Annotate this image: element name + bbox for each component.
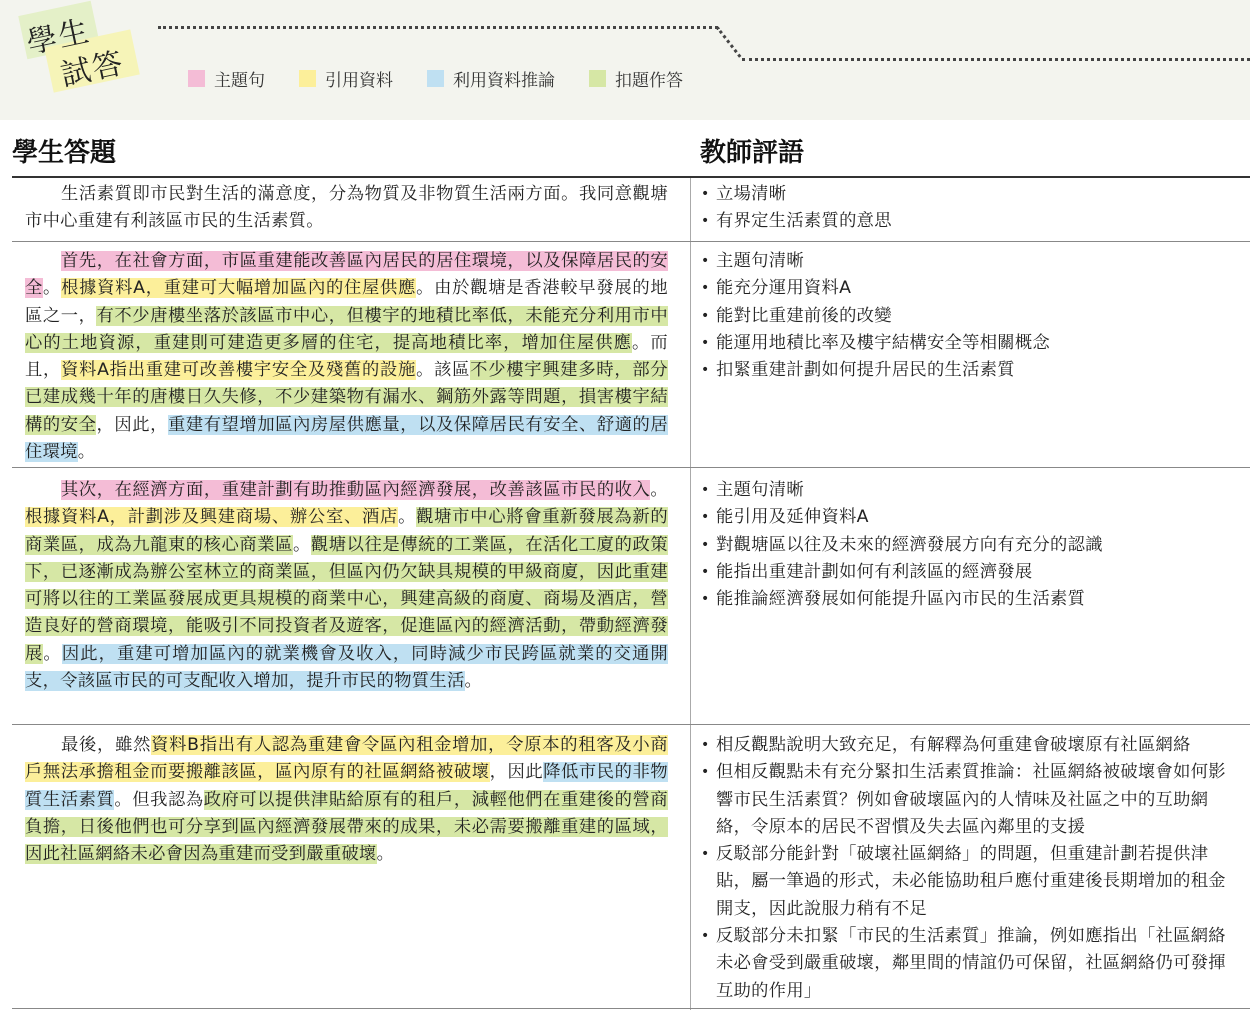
answer-text: 。由於觀塘是香港較早發展的地區之一，	[25, 278, 668, 326]
answer-text: 。	[398, 507, 417, 528]
legend-swatch	[427, 70, 444, 87]
teacher-comment: • 但相反觀點未有充分緊扣生活素質推論：社區網絡被破壞會如何影響市民生活素質？例如會破壞區內的人情味及社區之中的互助網絡，令原本的居民不習慣及失去區內鄰里的支援	[700, 759, 1235, 841]
highlight-green: 觀塘市中心將會重新發展為新的商業區，成為九龍東的核心商業區	[25, 507, 668, 555]
teacher-comment: • 能引用及延伸資料A	[700, 504, 1235, 531]
student-attempt-badge	[18, 6, 138, 94]
teacher-comment-heading: 教師評語	[700, 138, 805, 168]
student-paragraph	[25, 732, 668, 868]
highlight-blue: 因此，重建可增加區內的就業機會及收入，同時減少市民跨區就業的交通開支，令該區市民的可支配收入增加，提升市民的物質生活	[25, 643, 668, 692]
student-answer-heading: 學生答題	[12, 138, 117, 168]
answer-text: 。	[43, 643, 62, 664]
legend-label: 扣題作答	[615, 71, 683, 91]
legend-swatch	[299, 70, 316, 87]
highlight-pink: 首先，在社會方面，市區重建能改善區內居民的居住環境，以及保障居民的安全	[25, 251, 668, 299]
highlight-green: 觀塘以往是傳統的工業區，在活化工廈的政策下，已逐漸成為辦公室林立的商業區，但區內仍欠缺具規模的甲級商廈，因此重建可將以往的工業區發展成更具規模的商業中心，興建高級的商廈、商場及酒店，營造良好的營商環境，能吸引不同投資者及遊客，促進區內的經濟活動，帶動經濟發展	[25, 534, 668, 664]
legend-item	[188, 66, 265, 91]
highlight-blue: 重建有望增加區內房屋供應量，以及保障居民有安全、舒適的居住環境	[25, 414, 669, 463]
teacher-comment-list	[700, 732, 1235, 1005]
teacher-comment: • 能充分運用資料A	[700, 275, 1235, 302]
legend-label: 引用資料	[325, 71, 393, 91]
student-paragraph	[25, 477, 668, 695]
highlight-green: 政府可以提供津貼給原有的租戶，減輕他們在重建後的營商負擔，日後他們也可分享到區內經濟發展帶來的成果，未必需要搬離重建的區域，因此社區網絡未必會因為重建而受到嚴重破壞	[25, 789, 668, 865]
teacher-comment: • 相反觀點說明大致充足，有解釋為何重建會破壞原有社區網絡	[700, 732, 1235, 759]
badge-line-1: 學生	[23, 13, 94, 62]
legend-label: 主題句	[214, 71, 265, 91]
highlight-legend	[188, 66, 717, 91]
teacher-comment: • 主題句清晰	[700, 248, 1235, 275]
row-divider	[12, 241, 1250, 242]
legend-label: 利用資料推論	[453, 71, 555, 91]
answer-text: 。	[464, 671, 483, 692]
answer-text: 。	[43, 278, 62, 299]
teacher-comment-list	[700, 477, 1235, 613]
answer-text: 。該區	[416, 360, 471, 381]
row-divider	[12, 1008, 1250, 1009]
teacher-comment: • 主題句清晰	[700, 477, 1235, 504]
highlight-green: 有不少唐樓坐落於該區市中心，但樓宇的地積比率低，未能充分利用市中心的土地資源，重建則可建造更多層的住宅，提高地積比率，增加住屋供應	[25, 305, 668, 353]
teacher-comment: • 能推論經濟發展如何能提升區內市民的生活素質	[700, 586, 1235, 613]
answer-text: 。而且，	[25, 332, 668, 381]
highlight-blue: 降低市民的非物質生活素質	[25, 762, 668, 810]
student-paragraph	[25, 181, 668, 236]
legend-item	[589, 66, 683, 91]
teacher-comment: • 反駁部分能針對「破壞社區網絡」的問題，但重建計劃若提供津貼，屬一筆過的形式，未必能協助租戶應付重建後長期增加的租金開支，因此說服力稍有不足	[700, 841, 1235, 923]
header-divider	[12, 176, 1250, 178]
teacher-comment: • 能對比重建前後的改變	[700, 303, 1235, 330]
answer-text: 。	[650, 480, 668, 500]
highlight-yellow: 根據資料A，重建可大幅增加區內的住屋供應	[61, 278, 417, 299]
answer-text: 。	[376, 844, 395, 865]
answer-text: ，因此	[489, 762, 544, 783]
highlight-yellow: 資料A指出重建可改善樓宇安全及殘舊的設施	[61, 360, 417, 381]
dotted-rule	[742, 58, 1250, 61]
teacher-comment: • 有界定生活素質的意思	[700, 208, 1235, 235]
teacher-comment: • 對觀塘區以往及未來的經濟發展方向有充分的認識	[700, 532, 1235, 559]
teacher-comment: • 反駁部分未扣緊「市民的生活素質」推論，例如應指出「社區網絡未必會受到嚴重破壞，鄰里間的情誼仍可保留，社區網絡仍可發揮互助的作用」	[700, 923, 1235, 1005]
highlight-yellow: 根據資料A，計劃涉及興建商場、辦公室、酒店	[25, 507, 399, 528]
teacher-comment: • 立場清晰	[700, 181, 1235, 208]
dotted-rule	[158, 26, 718, 29]
teacher-comment-list	[700, 248, 1235, 384]
column-divider	[690, 178, 691, 1010]
legend-swatch	[188, 70, 205, 87]
answer-text: 生活素質即市民對生活的滿意度，分為物質及非物質生活兩方面。我同意觀塘市中心重建有利該區市民的生活素質。	[25, 184, 668, 232]
highlight-green: 不少樓宇興建多時，部分已建成幾十年的唐樓日久失修，不少建築物有漏水、鋼筋外露等問題，損害樓宇結構的安全	[25, 360, 668, 435]
teacher-comment-list	[700, 181, 1235, 236]
highlight-pink: 其次，在經濟方面，重建計劃有助推動區內經濟發展，改善該區市民的收入	[61, 480, 651, 500]
answer-text: 最後，雖然	[61, 735, 152, 755]
teacher-comment: • 能運用地積比率及樓宇結構安全等相關概念	[700, 330, 1235, 357]
answer-text: ，因此，	[96, 414, 168, 435]
row-divider	[12, 724, 1250, 725]
answer-text: 。	[293, 534, 311, 555]
row-divider	[12, 467, 1250, 468]
teacher-comment: • 能指出重建計劃如何有利該區的經濟發展	[700, 559, 1235, 586]
highlight-yellow: 資料B指出有人認為重建會令區內租金增加，令原本的租客及小商戶無法承擔租金而要搬離該區，區內原有的社區網絡被破壞	[25, 735, 668, 783]
answer-text: 。	[77, 442, 96, 463]
legend-swatch	[589, 70, 606, 87]
teacher-comment: • 扣緊重建計劃如何提升居民的生活素質	[700, 357, 1235, 384]
badge-line-2: 試答	[57, 45, 128, 94]
student-paragraph	[25, 248, 668, 466]
legend-item	[427, 66, 555, 91]
answer-text: 。但我認為	[114, 789, 204, 810]
legend-item	[299, 66, 393, 91]
